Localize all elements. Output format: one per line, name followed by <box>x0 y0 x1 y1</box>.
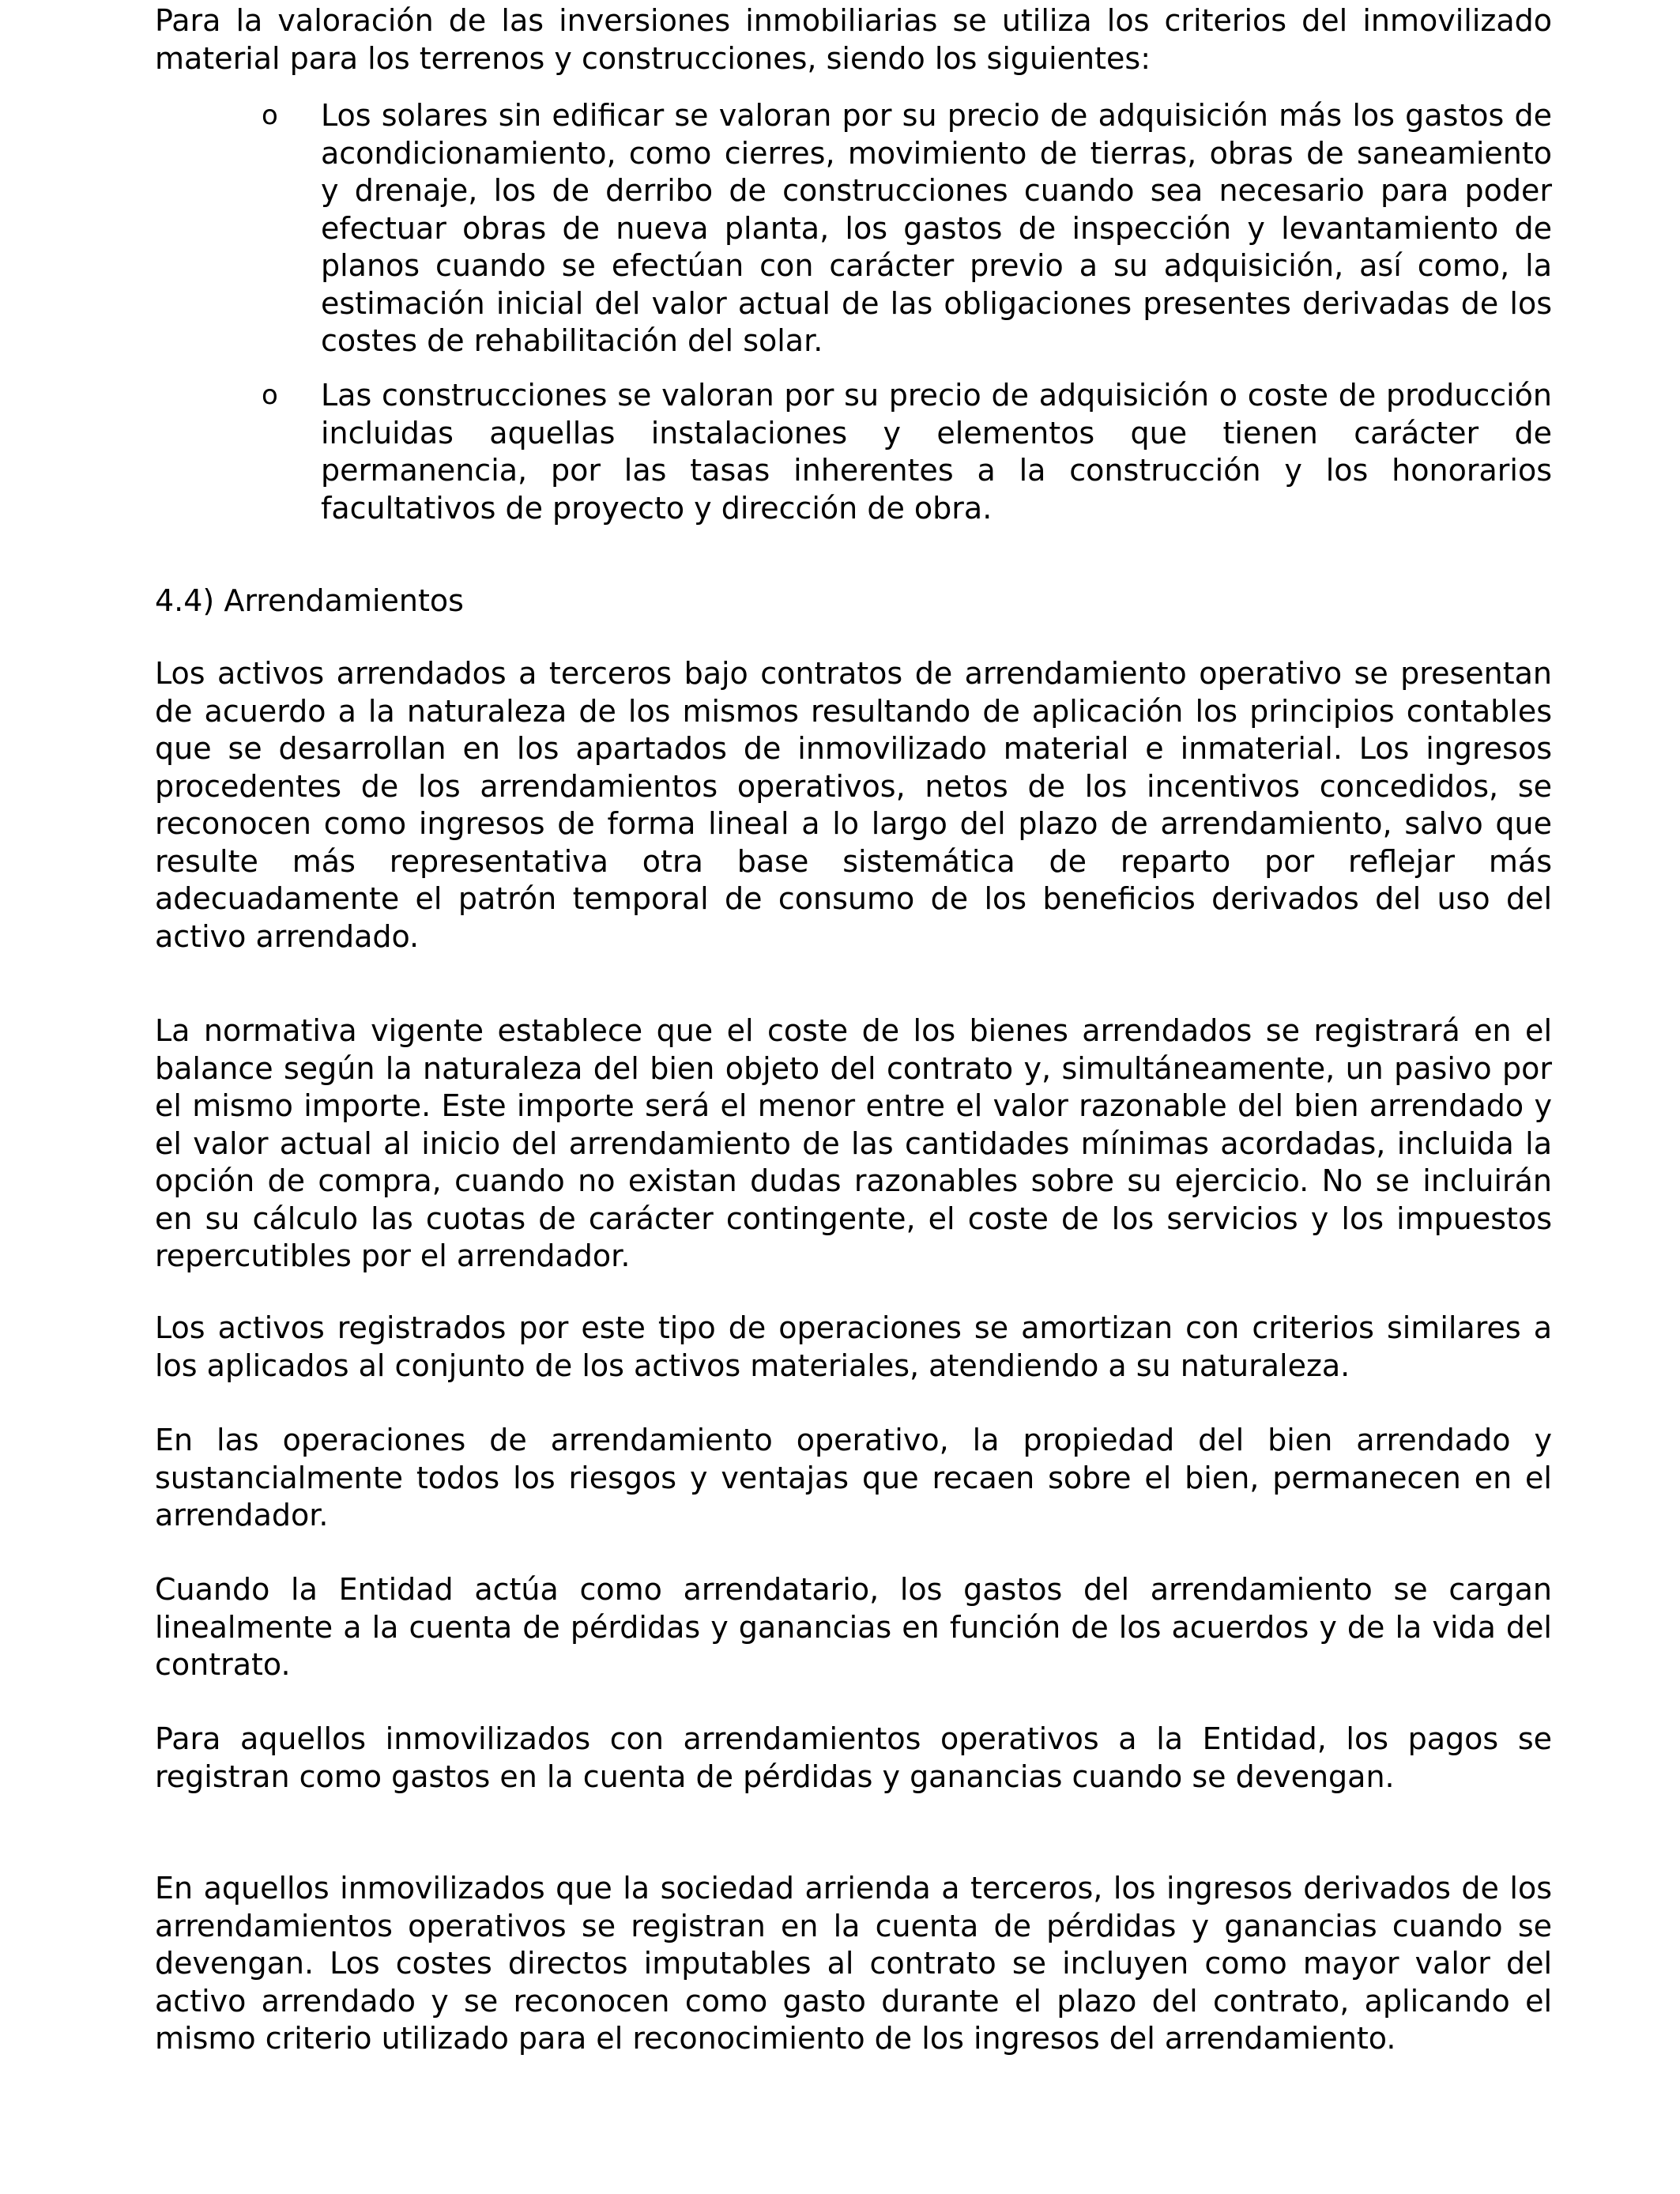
body-paragraph: Cuando la Entidad actúa como arrendatario, los gastos del arrendamiento se cargan linealmente a la cuenta de pérdidas y ganancias en función de los acuerdos y de la vida del contrato. <box>155 1572 1552 1682</box>
body-paragraph: Los activos registrados por este tipo de operaciones se amortizan con criterios similares a los aplicados al conjunto de los activos materiales, atendiendo a su naturaleza. <box>155 1310 1552 1383</box>
list-item-text: Las construcciones se valoran por su precio de adquisición o coste de producción incluidas aquellas instalaciones y elementos que tienen carácter de permanencia, por las tasas inherentes a la construcción y los honorarios facultativos de proyecto y dirección de obra. <box>321 378 1552 526</box>
intro-paragraph: Para la valoración de las inversiones inmobiliarias se utiliza los criterios del inmovilizado material para los terrenos y construcciones, siendo los siguientes: <box>155 3 1552 76</box>
body-paragraph: En las operaciones de arrendamiento operativo, la propiedad del bien arrendado y sustancialmente todos los riesgos y ventajas que recaen sobre el bien, permanecen en el arrendador. <box>155 1423 1552 1532</box>
body-paragraph: Los activos arrendados a terceros bajo contratos de arrendamiento operativo se presentan de acuerdo a la naturaleza de los mismos resultando de aplicación los principios contables que se desarrollan en los apartados de inmovilizado material e inmaterial. Los ingresos procedentes de los arrendamientos operativos, netos de los incentivos concedidos, se reconocen como ingresos de forma lineal a lo largo del plazo de arrendamiento, salvo que resulte más representativa otra base sistemática de reparto por reflejar más adecuadamente el patrón temporal de consumo de los beneficios derivados del uso del activo arrendado. <box>155 656 1552 954</box>
bullet-marker: o <box>262 100 278 131</box>
body-paragraph: En aquellos inmovilizados que la sociedad arrienda a terceros, los ingresos derivados de los arrendamientos operativos se registran en la cuenta de pérdidas y ganancias cuando se devengan. Los costes directos imputables al contrato se incluyen como mayor valor del activo arrendado y se reconocen como gasto durante el plazo del contrato, aplicando el mismo criterio utilizado para el reconocimiento de los ingresos del arrendamiento. <box>155 1871 1552 2056</box>
bullet-marker: o <box>262 379 278 411</box>
list-item <box>155 377 1552 527</box>
list-item-text: Los solares sin edificar se valoran por su precio de adquisición más los gastos de acondicionamiento, como cierres, movimiento de tierras, obras de saneamiento y drenaje, los de derribo de construcciones cuando sea necesario para poder efectuar obras de nueva planta, los gastos de inspección y levantamiento de planos cuando se efectúan con carácter previo a su adquisición, así como, la estimación inicial del valor actual de las obligaciones presentes derivadas de los costes de rehabilitación del solar. <box>321 98 1552 358</box>
list-item <box>155 97 1552 360</box>
section-heading: 4.4) Arrendamientos <box>155 583 464 618</box>
body-paragraph: La normativa vigente establece que el coste de los bienes arrendados se registrará en el balance según la naturaleza del bien objeto del contrato y, simultáneamente, un pasivo por el mismo importe. Este importe será el menor entre el valor razonable del bien arrendado y el valor actual al inicio del arrendamiento de las cantidades mínimas acordadas, incluida la opción de compra, cuando no existan dudas razonables sobre su ejercicio. No se incluirán en su cálculo las cuotas de carácter contingente, el coste de los servicios y los impuestos repercutibles por el arrendador. <box>155 1013 1552 1273</box>
body-paragraph: Para aquellos inmovilizados con arrendamientos operativos a la Entidad, los pagos se registran como gastos en la cuenta de pérdidas y ganancias cuando se devengan. <box>155 1721 1552 1794</box>
